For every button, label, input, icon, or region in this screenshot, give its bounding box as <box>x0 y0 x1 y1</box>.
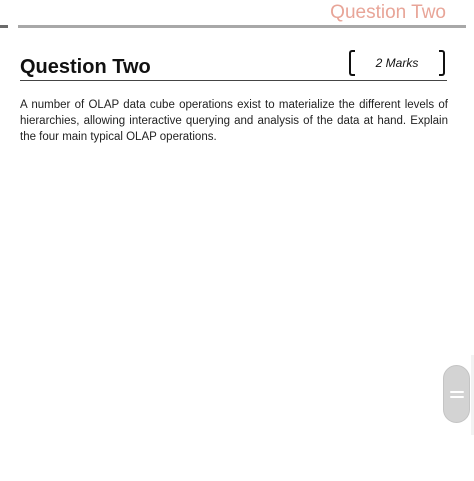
header-left-mark <box>0 25 8 28</box>
question-body: A number of OLAP data cube operations exist to materialize the different levels of hierarchies, allowing interactive querying and analysis of the data at hand. Explain the four main typical OLAP operations. <box>20 99 448 143</box>
question-title: Question Two <box>20 56 151 78</box>
right-bracket <box>439 50 445 76</box>
grip-lines-icon <box>450 391 464 393</box>
header-rule <box>18 25 466 28</box>
title-underline <box>20 80 447 81</box>
marks-badge <box>349 50 445 78</box>
scroll-handle[interactable] <box>443 365 470 423</box>
marks-label: 2 Marks <box>375 56 419 70</box>
grip-lines-icon-lower <box>450 396 464 398</box>
header-title: Question Two <box>330 2 446 23</box>
